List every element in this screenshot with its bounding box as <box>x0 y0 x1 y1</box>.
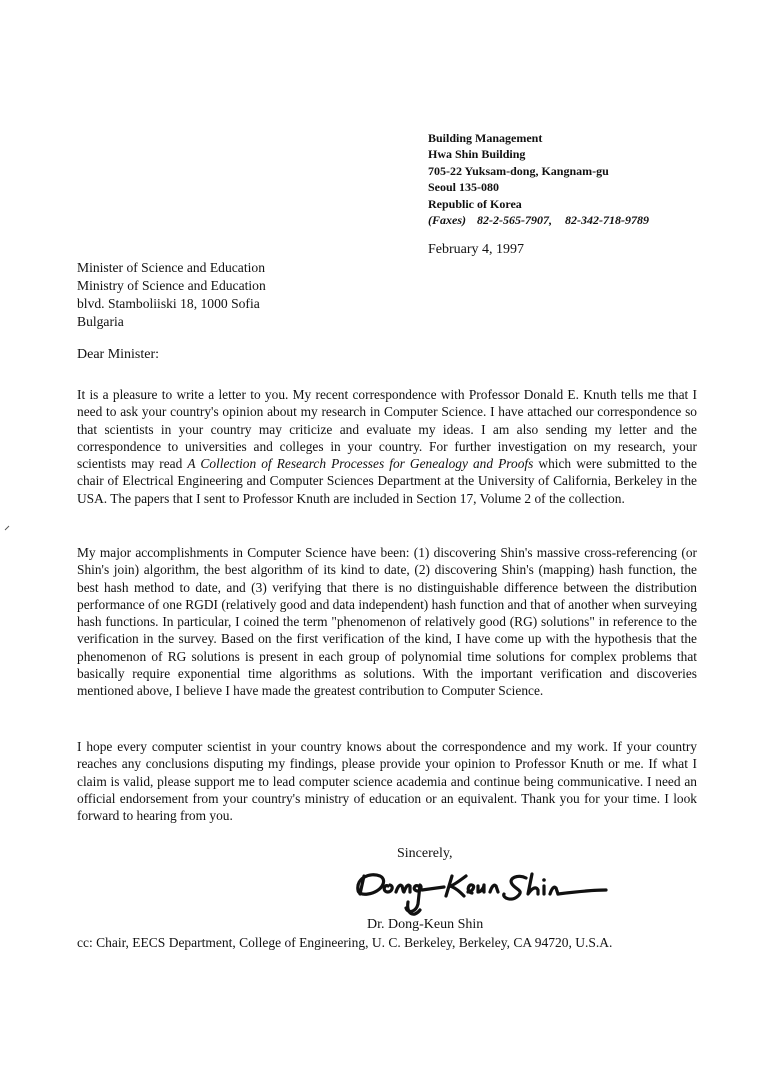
sender-fax-line <box>428 212 649 228</box>
recipient-line: blvd. Stamboliiski 18, 1000 Sofia <box>77 296 260 311</box>
salutation: Dear Minister: <box>77 347 160 362</box>
handwritten-signature <box>348 862 610 920</box>
sender-line: 705-22 Yuksam-dong, Kangnam-gu <box>428 163 609 178</box>
recipient-line: Ministry of Science and Education <box>77 278 266 293</box>
cc-line: cc: Chair, EECS Department, College of Engineering, U. C. Berkeley, Berkeley, CA 94720, U.S.A. <box>77 935 613 950</box>
closing: Sincerely, <box>397 846 453 861</box>
collection-title: A Collection of Research Processes for Genealogy and Proofs <box>187 456 534 472</box>
sender-line: Hwa Shin Building <box>428 147 526 162</box>
letter-date: February 4, 1997 <box>428 242 525 257</box>
signer-name: Dr. Dong-Keun Shin <box>367 917 484 932</box>
body-paragraph-2: My major accomplishments in Computer Science have been: (1) discovering Shin's massive cross-referencing (or Shin's join) algorithm, the best algorithm of its kind to date, (2) discovering Shin's (mapping) hash function, the best hash method to date, and (3) verifying that there is no distinguishable difference between the distribution performance of one RGDI (relatively good and data independent) hash function and that of another when surveying hash functions. In particular, I coined the term "phenomenon of relatively good (RG) solutions" in reference to the verification in the survey. Based on the first verification of the kind, I have come up with the hypothesis that the phenomenon of RG solutions is present in each group of polynomial time solutions for complex problems that basically require exponential time algorithms as solutions. With the important verification and discoveries mentioned above, I believe I have made the greatest contribution to Computer Science. <box>77 545 697 699</box>
scan-speck <box>4 525 10 531</box>
fax-number: 82-2-565-7907, <box>477 213 552 228</box>
sender-line: Seoul 135-080 <box>428 180 500 195</box>
sender-line: Building Management <box>428 131 543 145</box>
paragraph-text: It is a pleasure to write a letter to you. My recent correspondence with Professor Donald E. Knuth tells me that I need to ask your country's opinion about my research in Computer Science. I have attached our correspondence so that scientists in your country may criticize and evaluate my ideas. I am also sending my letter and the correspondence to universities and colleges in your country. For further investigation on my research, your scientists may read <box>77 387 697 472</box>
body-paragraph-1 <box>77 386 697 507</box>
recipient-line: Minister of Science and Education <box>77 260 265 275</box>
recipient-line: Bulgaria <box>77 314 124 329</box>
fax-number: 82-342-718-9789 <box>565 213 649 228</box>
paragraph-text: which were submitted to the chair of Electrical Engineering and Computer Sciences Department at the University of California, Berkeley in the USA. The papers that I sent to Professor Knuth are included in Section 17, Volume 2 of the collection. <box>77 456 697 506</box>
sender-address-block <box>428 130 649 228</box>
sender-line: Republic of Korea <box>428 196 522 211</box>
body-paragraph-3: I hope every computer scientist in your country knows about the correspondence and my work. If your country reaches any conclusions disputing my findings, please provide your opinion to Professor Knuth or me. If what I claim is valid, please support me to lead computer science academia and continue being communicative. I need an official endorsement from your country's ministry of education or an equivalent. Thank you for your time. I look forward to hearing from you. <box>77 739 697 824</box>
fax-label: (Faxes) <box>428 213 466 228</box>
recipient-address-block <box>77 259 266 331</box>
